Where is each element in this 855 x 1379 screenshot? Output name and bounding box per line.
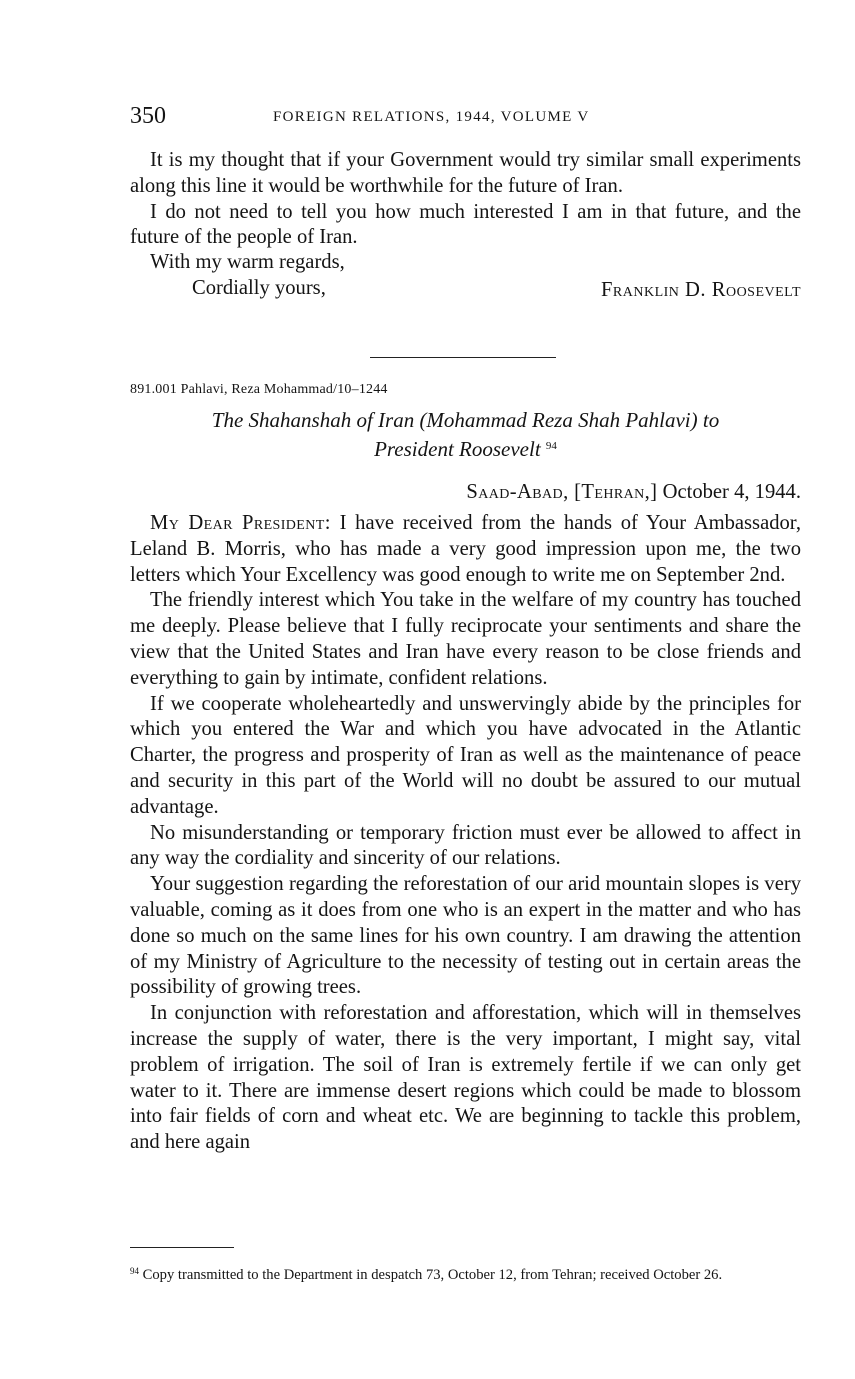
letter-closing [130,251,801,303]
letter-body [130,511,801,1156]
body-paragraph: Your suggestion regarding the reforestation of our arid mountain slopes is very valuable, coming as it does from one who is an expert in the matter and who has done so much on the same lines for his own country. I am drawing the attention of my Ministry of Agriculture to the necessity of testing out in certain areas the possibility of growing trees. [130,873,801,999]
closing-line: With my warm regards, [150,251,345,274]
footnote-marker: 94 [130,1266,139,1276]
body-paragraph: If we cooperate wholeheartedly and unswervingly abide by the principles for which you entered the War and which you have advocated in the Atlantic Charter, the progress and prosperity of Iran as well as the maintenance of peace and security in this part of the World will no doubt be assured to our mutual advantage. [130,692,801,818]
file-reference: 891.001 Pahlavi, Reza Mohammad/10–1244 [130,382,388,397]
body-paragraph: It is my thought that if your Government would try similar small experiments along this line it would be worthwhile for the future of Iran. [130,149,801,197]
body-paragraph: The friendly interest which You take in the welfare of my country has touched me deeply. Please believe that I fully reciprocate your sentiments and share the view that the United States and Iran have every reason to be close friends and everything to gain by intimate, confident relations. [130,589,801,689]
paragraph-text: I have received from the hands of Your Ambassador, Leland B. Morris, who has made a very good impression upon me, the two letters which Your Excellency was good enough to write me on September 2nd. [130,512,801,586]
footnote-text: Copy transmitted to the Department in despatch 73, October 12, from Tehran; received October 26. [142,1267,723,1283]
body-paragraph: No misunderstanding or temporary friction must ever be allowed to affect in any way the cordiality and sincerity of our relations. [130,821,801,870]
footnote-divider [130,1247,234,1248]
running-head [130,103,801,133]
body-paragraph: In conjunction with reforestation and afforestation, which will in themselves increase the supply of water, there is the very important, I might say, vital problem of irrigation. The soil of Iran is extremely fertile if we can only get water to it. There are immense desert regions which could be made to blossom into fair fields of corn and wheat etc. We are beginning to tackle this problem, and here again [130,1002,801,1154]
running-title: FOREIGN RELATIONS, 1944, VOLUME V [273,109,590,125]
dateline-date: October 4, 1944. [662,481,801,503]
document-heading [130,407,801,462]
body-paragraph [130,511,801,588]
heading-line-text: President Roosevelt [374,437,541,461]
salutation: My Dear President: [150,512,331,534]
dateline-place: Saad-Abad, [Tehran,] [466,481,658,503]
previous-letter-ending [130,148,801,303]
footnote-reference[interactable]: 94 [545,440,557,452]
footnote [130,1262,801,1284]
complimentary-close: Cordially yours, [192,277,326,300]
section-divider [370,357,556,358]
dateline [130,481,801,504]
heading-line: The Shahanshah of Iran (Mohammad Reza Shah Pahlavi) to [211,408,720,432]
signature: Franklin D. Roosevelt [600,279,801,302]
heading-line [130,433,801,462]
body-paragraph: I do not need to tell you how much interested I am in that future, and the future of the people of Iran. [130,200,801,249]
page-number: 350 [130,103,166,129]
